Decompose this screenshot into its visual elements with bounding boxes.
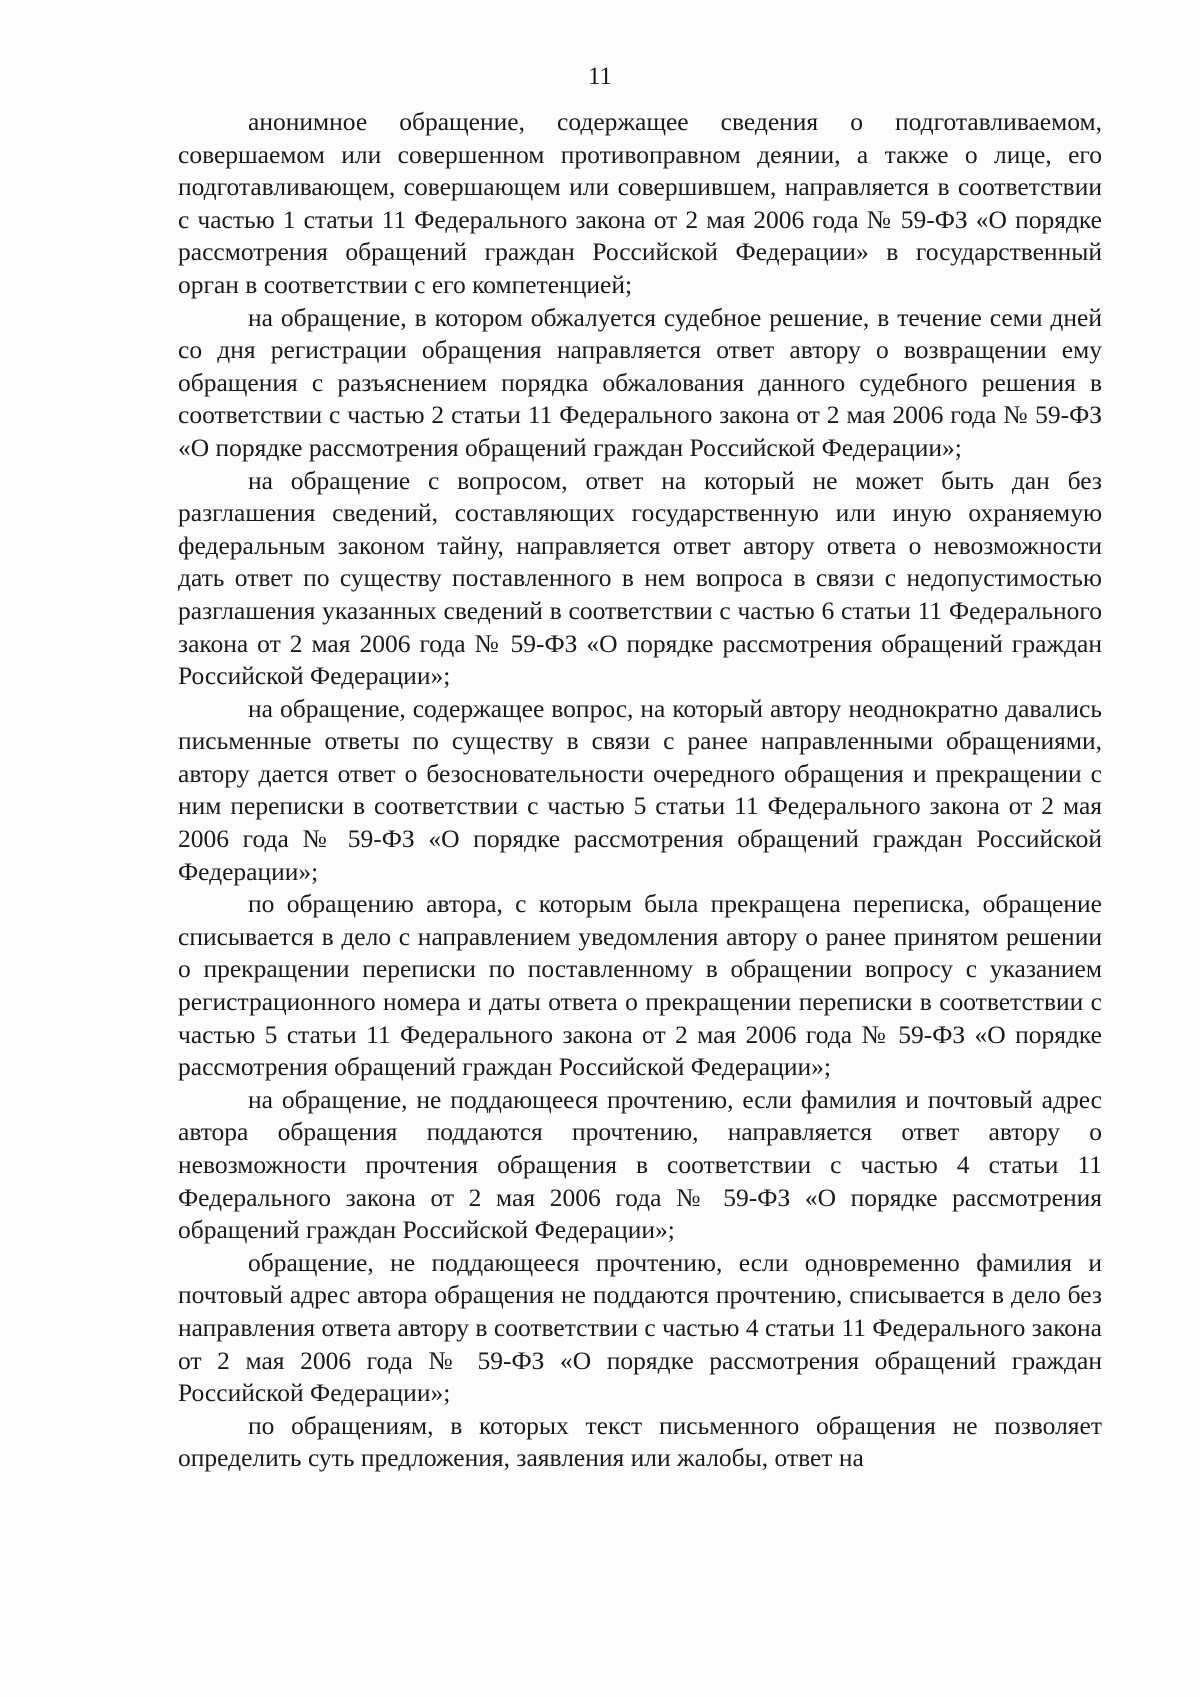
paragraph-unreadable-appeal-address-readable: на обращение, не поддающееся прочтению, если фамилия и почтовый адрес автора обращения поддаются прочтению, направляется ответ автору о невозможности прочтения обращения в соответствии с частью 4 статьи 11 Федерального закона от 2 мая 2006 года № 59-ФЗ «О порядке рассмотрения обращений граждан Российской Федерации»; [178,1084,1102,1245]
paragraph-undefined-essence-appeal: по обращениям, в которых текст письменного обращения не позволяет определить суть предложения, заявления или жалобы, ответ на [178,1410,1102,1473]
paragraph-anonymous-appeal: анонимное обращение, содержащее сведения о подготавливаемом, совершаемом или совершенном противоправном деянии, а также о лице, его подготавливающем, совершающем или совершившем, направляется в соответствии с частью 1 статьи 11 Федерального закона от 2 мая 2006 года № 59-ФЗ «О порядке рассмотрения обращений граждан Российской Федерации» в государственный орган в соответствии с его компетенцией; [178,107,1102,299]
paragraph-unreadable-appeal-address-unreadable: обращение, не поддающееся прочтению, если одновременно фамилия и почтовый адрес автора обращения не поддаются прочтению, списывается в дело без направления ответа автору в соответствии с частью 4 статьи 11 Федерального закона от 2 мая 2006 года № 59-ФЗ «О порядке рассмотрения обращений граждан Российской Федерации»; [178,1247,1102,1408]
paragraph-court-decision-appeal: на обращение, в котором обжалуется судебное решение, в течение семи дней со дня регистрации обращения направляется ответ автору о возвращении ему обращения с разъяснением порядка обжалования данного судебного решения в соответствии с частью 2 статьи 11 Федерального закона от 2 мая 2006 года № 59-ФЗ «О порядке рассмотрения обращений граждан Российской Федерации»; [178,302,1102,462]
page-number: 11 [587,63,613,90]
paragraph-terminated-correspondence: по обращению автора, с которым была прекращена переписка, обращение списывается в дело с направлением уведомления автору о ранее принятом решении о прекращении переписки по поставленному в обращении вопросу с указанием регистрационного номера и даты ответа о прекращении переписки в соответствии с частью 5 статьи 11 Федерального закона от 2 мая 2006 года № 59-ФЗ «О порядке рассмотрения обращений граждан Российской Федерации»; [178,889,1102,1082]
body-text [178,106,1102,1475]
paragraph-repeated-appeal: на обращение, содержащее вопрос, на который автору неоднократно давались письменные ответы по существу в связи с ранее направленными обращениями, автору дается ответ о безосновательности очередного обращения и прекращении с ним переписки в соответствии с частью 5 статьи 11 Федерального закона от 2 мая 2006 года № 59-ФЗ «О порядке рассмотрения обращений граждан Российской Федерации»; [178,693,1102,886]
paragraph-state-secret-appeal: на обращение с вопросом, ответ на который не может быть дан без разглашения сведений, составляющих государственную или иную охраняемую федеральным законом тайну, направляется ответ автору ответа о невозможности дать ответ по существу поставленного в нем вопроса в связи с недопустимостью разглашения указанных сведений в соответствии с частью 6 статьи 11 Федерального закона от 2 мая 2006 года № 59-ФЗ «О порядке рассмотрения обращений граждан Российской Федерации»; [178,465,1102,691]
